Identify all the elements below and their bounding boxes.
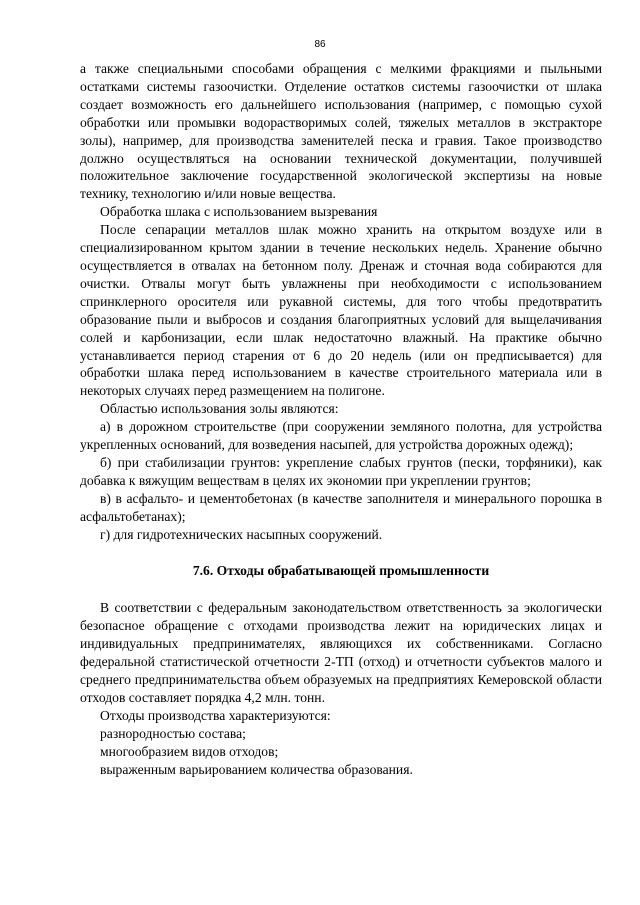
document-body <box>80 60 602 778</box>
list-item-asphalt-concrete: в) в асфальто- и цементобетонах (в качестве заполнителя и минерального порошка в асфальтобетанах); <box>80 490 602 524</box>
list-item-soil-stabilization: б) при стабилизации грунтов: укрепление слабых грунтов (пески, торфяники), как добавка к вяжущим веществам в целях их экономии при укреплении грунтов; <box>80 454 602 488</box>
list-item-quantity-variation: выраженным варьированием количества образования. <box>100 761 413 777</box>
paragraph-ash-usage-intro: Областью использования золы являются: <box>100 401 339 417</box>
paragraph-slag-aging-title: Обработка шлака с использованием вызревания <box>100 204 378 220</box>
list-item-hydraulic-structures: г) для гидротехнических насыпных сооружений. <box>100 526 383 542</box>
list-item-heterogeneity: разнородностью состава; <box>100 725 246 741</box>
paragraph-legislation: В соответствии с федеральным законодательством ответственность за экологически безопасное обращение с отходами производства лежит на юридических лицах и индивидуальных предпринимателях, являющихся их собственниками. Согласно федеральной статистической отчетности 2-ТП (отход) и отчетности субъектов малого и среднего предпринимательства объем образуемых на предприятиях Кемеровской области отходов составляет порядка 4,2 млн. тонн. <box>80 600 602 705</box>
paragraph-waste-characteristics-intro: Отходы производства характеризуются: <box>100 707 331 723</box>
section-heading: 7.6. Отходы обрабатывающей промышленности <box>192 563 490 579</box>
paragraph-slag-storage: После сепарации металлов шлак можно хранить на открытом воздухе или в специализированном крытом здании в течение нескольких недель. Хранение обычно осуществляется в отвалах на бетонном полу. Дренаж и сточная вода собираются для очистки. Отвалы могут быть увлажнены при необходимости с использованием спринклерного оросителя или рукавной системы, для того чтобы предотвратить образование пыли и выбросов и создания благоприятных условий для выщелачивания солей и карбонизации, если шлак недостаточно влажный. На практике обычно устанавливается период старения от 6 до 20 недель (или он предписывается) для обработки шлака перед использованием в качестве строительного материала или в некоторых случаях перед размещением на полигоне. <box>80 222 602 399</box>
list-item-diversity: многообразием видов отходов; <box>100 743 279 759</box>
page-number: 86 <box>314 39 326 50</box>
list-item-road-construction: а) в дорожном строительстве (при сооружении земляного полотна, для устройства укрепленных оснований, для возведения насыпей, для устройства дорожных одежд); <box>80 419 602 453</box>
paragraph-slag-processing-intro: а также специальными способами обращения с мелкими фракциями и пыльными остатками системы газоочистки. Отделение остатков системы газоочистки от шлака создает возможность его дальнейшего использования (например, с помощью сухой обработки или промывки водорастворимых солей, тяжелых металлов в экстракторе золы), например, для производства заменителей песка и гравия. Такое производство должно осуществляться на основании технической документации, получившей положительное заключение государственной экологической экспертизы на новые технику, технологию и/или новые вещества. <box>80 61 602 202</box>
